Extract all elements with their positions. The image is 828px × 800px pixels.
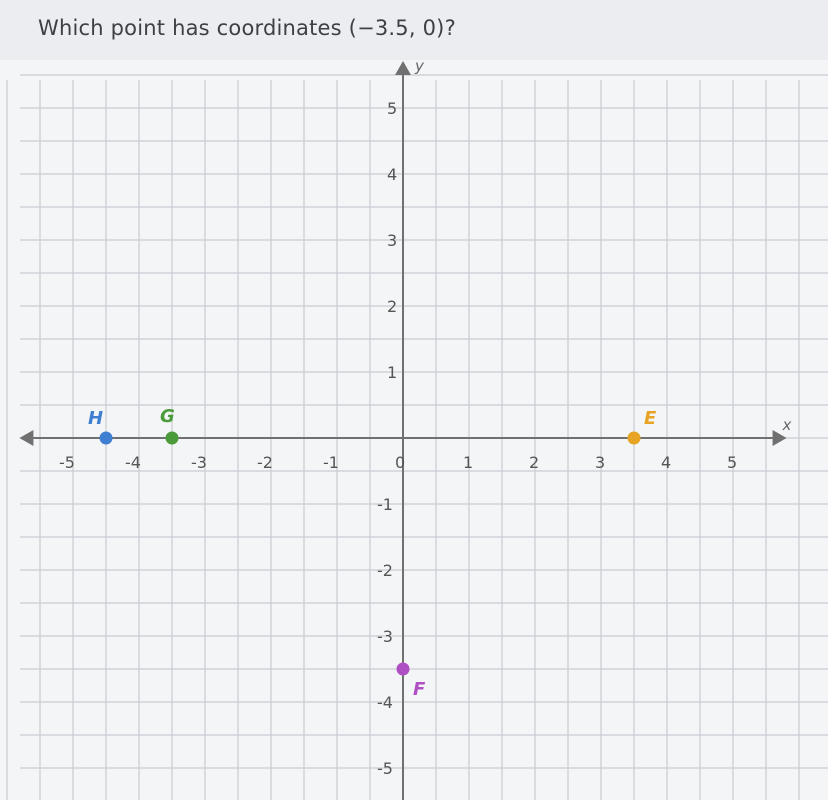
y-tick-label: 3 xyxy=(387,231,398,250)
y-tick-label: 5 xyxy=(387,99,398,118)
coordinate-plane xyxy=(0,60,828,800)
x-axis-label: x xyxy=(782,416,792,434)
x-tick-label: -2 xyxy=(257,453,273,472)
question-text: Which point has coordinates (−3.5, 0)? xyxy=(38,16,456,40)
x-tick-label: 2 xyxy=(529,453,540,472)
x-tick-label: -3 xyxy=(191,453,207,472)
point-g xyxy=(166,432,179,445)
point-label-f: F xyxy=(413,679,426,700)
x-tick-label: 4 xyxy=(661,453,672,472)
y-axis-label: y xyxy=(415,60,424,75)
y-tick-label: 4 xyxy=(387,165,398,184)
x-tick-label: -4 xyxy=(125,453,141,472)
x-tick-label: 1 xyxy=(463,453,474,472)
point-f xyxy=(397,663,410,676)
point-label-h: H xyxy=(88,408,104,429)
point-label-e: E xyxy=(644,408,657,429)
y-tick-label: -2 xyxy=(377,561,393,580)
point-h xyxy=(100,432,113,445)
y-tick-label: -4 xyxy=(377,693,393,712)
y-tick-label: 1 xyxy=(387,363,398,382)
x-tick-label: 3 xyxy=(595,453,606,472)
y-tick-label: -5 xyxy=(377,759,393,778)
x-tick-label: -1 xyxy=(323,453,339,472)
x-tick-label: -5 xyxy=(59,453,75,472)
point-label-g: G xyxy=(160,406,175,427)
y-tick-label: -1 xyxy=(377,495,393,514)
x-tick-label: 5 xyxy=(727,453,738,472)
y-tick-label: -3 xyxy=(377,627,393,646)
point-e xyxy=(628,432,641,445)
y-tick-label: 2 xyxy=(387,297,398,316)
x-tick-label: 0 xyxy=(395,453,406,472)
